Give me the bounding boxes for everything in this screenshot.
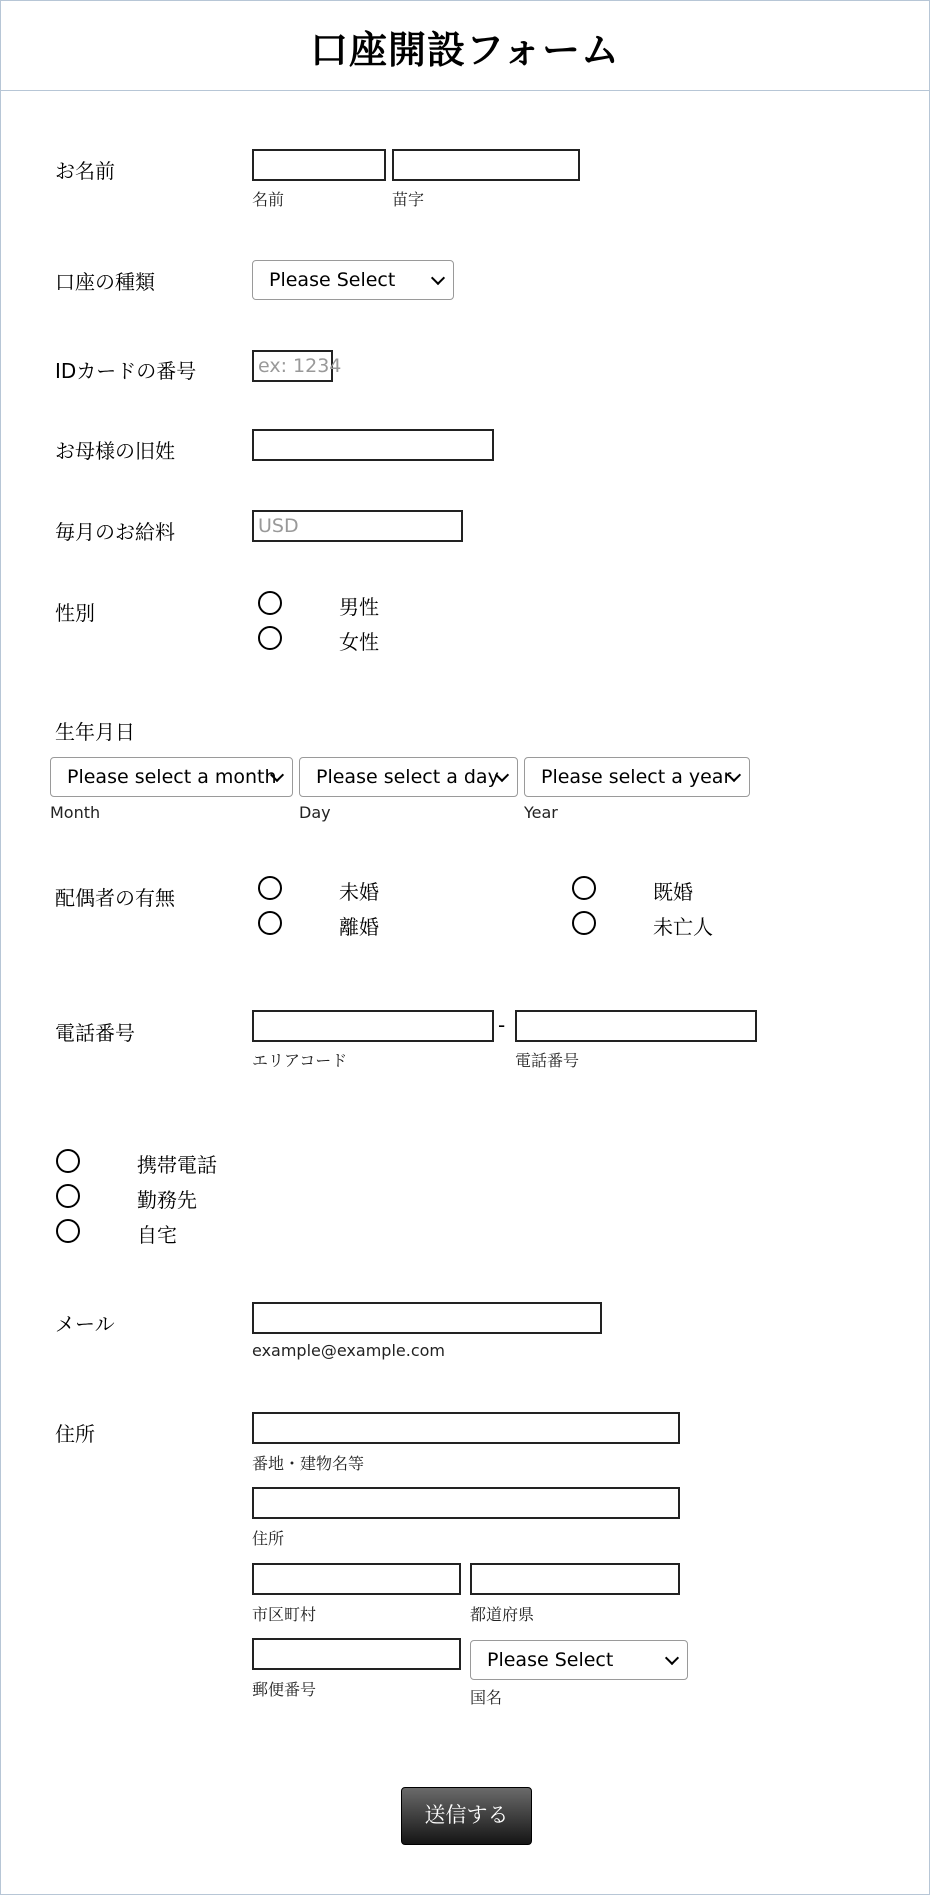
account-type-label: 口座の種類 bbox=[55, 270, 155, 294]
marital-married-label: 既婚 bbox=[653, 880, 693, 904]
last-name-input[interactable] bbox=[392, 149, 580, 181]
address-label: 住所 bbox=[55, 1422, 95, 1446]
phone-number-input[interactable] bbox=[515, 1010, 757, 1042]
phone-type-home-radio[interactable] bbox=[56, 1219, 80, 1243]
birth-year-sublabel: Year bbox=[524, 803, 558, 822]
salary-input[interactable]: USD bbox=[252, 510, 463, 542]
zip-input[interactable] bbox=[252, 1638, 461, 1670]
last-name-sublabel: 苗字 bbox=[392, 190, 425, 209]
marital-widowed-radio[interactable] bbox=[572, 911, 596, 935]
gender-female-label: 女性 bbox=[339, 630, 379, 654]
maiden-name-input[interactable] bbox=[252, 429, 494, 461]
phone-label: 電話番号 bbox=[55, 1021, 135, 1045]
email-input[interactable] bbox=[252, 1302, 602, 1334]
name-label: お名前 bbox=[55, 159, 115, 183]
gender-label: 性別 bbox=[55, 601, 95, 625]
birth-year-value: Please select a year bbox=[541, 766, 732, 788]
birth-month-select[interactable] bbox=[50, 757, 293, 797]
phone-number-sublabel: 電話番号 bbox=[515, 1051, 580, 1070]
zip-sublabel: 郵便番号 bbox=[252, 1680, 317, 1699]
chevron-down-icon bbox=[665, 1651, 679, 1665]
birth-month-value: Please select a month bbox=[67, 766, 277, 788]
gender-female-radio[interactable] bbox=[258, 626, 282, 650]
marital-single-radio[interactable] bbox=[258, 876, 282, 900]
state-input[interactable] bbox=[470, 1563, 680, 1595]
marital-widowed-label: 未亡人 bbox=[653, 915, 713, 939]
country-select[interactable] bbox=[470, 1640, 688, 1680]
phone-area-sublabel: エリアコード bbox=[252, 1051, 348, 1070]
birth-day-value: Please select a day bbox=[316, 766, 499, 788]
account-type-select[interactable] bbox=[252, 260, 454, 300]
address-line2-sublabel: 住所 bbox=[252, 1529, 285, 1548]
phone-type-work-radio[interactable] bbox=[56, 1184, 80, 1208]
gender-male-radio[interactable] bbox=[258, 591, 282, 615]
phone-type-home-label: 自宅 bbox=[137, 1223, 177, 1247]
salary-label: 毎月のお給料 bbox=[55, 520, 175, 544]
marital-married-radio[interactable] bbox=[572, 876, 596, 900]
country-sublabel: 国名 bbox=[470, 1688, 503, 1707]
marital-label: 配偶者の有無 bbox=[55, 886, 175, 910]
email-sublabel: example@example.com bbox=[252, 1341, 445, 1360]
phone-area-input[interactable] bbox=[252, 1010, 494, 1042]
chevron-down-icon bbox=[431, 271, 445, 285]
page-title: 口座開設フォーム bbox=[309, 28, 621, 72]
address-line1-sublabel: 番地・建物名等 bbox=[252, 1454, 365, 1473]
form-header bbox=[1, 1, 929, 91]
phone-type-mobile-label: 携帯電話 bbox=[137, 1153, 217, 1177]
city-input[interactable] bbox=[252, 1563, 461, 1595]
address-line2-input[interactable] bbox=[252, 1487, 680, 1519]
account-type-value: Please Select bbox=[269, 269, 396, 291]
address-line1-input[interactable] bbox=[252, 1412, 680, 1444]
email-label: メール bbox=[55, 1312, 115, 1336]
id-card-label: IDカードの番号 bbox=[55, 359, 197, 383]
submit-button[interactable]: 送信する bbox=[401, 1787, 532, 1845]
phone-separator: - bbox=[498, 1013, 506, 1037]
country-value: Please Select bbox=[487, 1649, 614, 1671]
phone-type-work-label: 勤務先 bbox=[137, 1188, 197, 1212]
birth-month-sublabel: Month bbox=[50, 803, 101, 822]
first-name-input[interactable] bbox=[252, 149, 386, 181]
birth-day-sublabel: Day bbox=[299, 803, 331, 822]
birthday-label: 生年月日 bbox=[55, 720, 135, 744]
id-card-input[interactable]: ex: 1234 bbox=[252, 350, 333, 382]
gender-male-label: 男性 bbox=[339, 595, 379, 619]
phone-type-mobile-radio[interactable] bbox=[56, 1149, 80, 1173]
birth-day-select[interactable] bbox=[299, 757, 518, 797]
marital-divorced-label: 離婚 bbox=[339, 915, 379, 939]
state-sublabel: 都道府県 bbox=[470, 1605, 535, 1624]
maiden-name-label: お母様の旧姓 bbox=[55, 439, 175, 463]
city-sublabel: 市区町村 bbox=[252, 1605, 317, 1624]
marital-single-label: 未婚 bbox=[339, 880, 379, 904]
birth-year-select[interactable] bbox=[524, 757, 750, 797]
first-name-sublabel: 名前 bbox=[252, 190, 285, 209]
marital-divorced-radio[interactable] bbox=[258, 911, 282, 935]
